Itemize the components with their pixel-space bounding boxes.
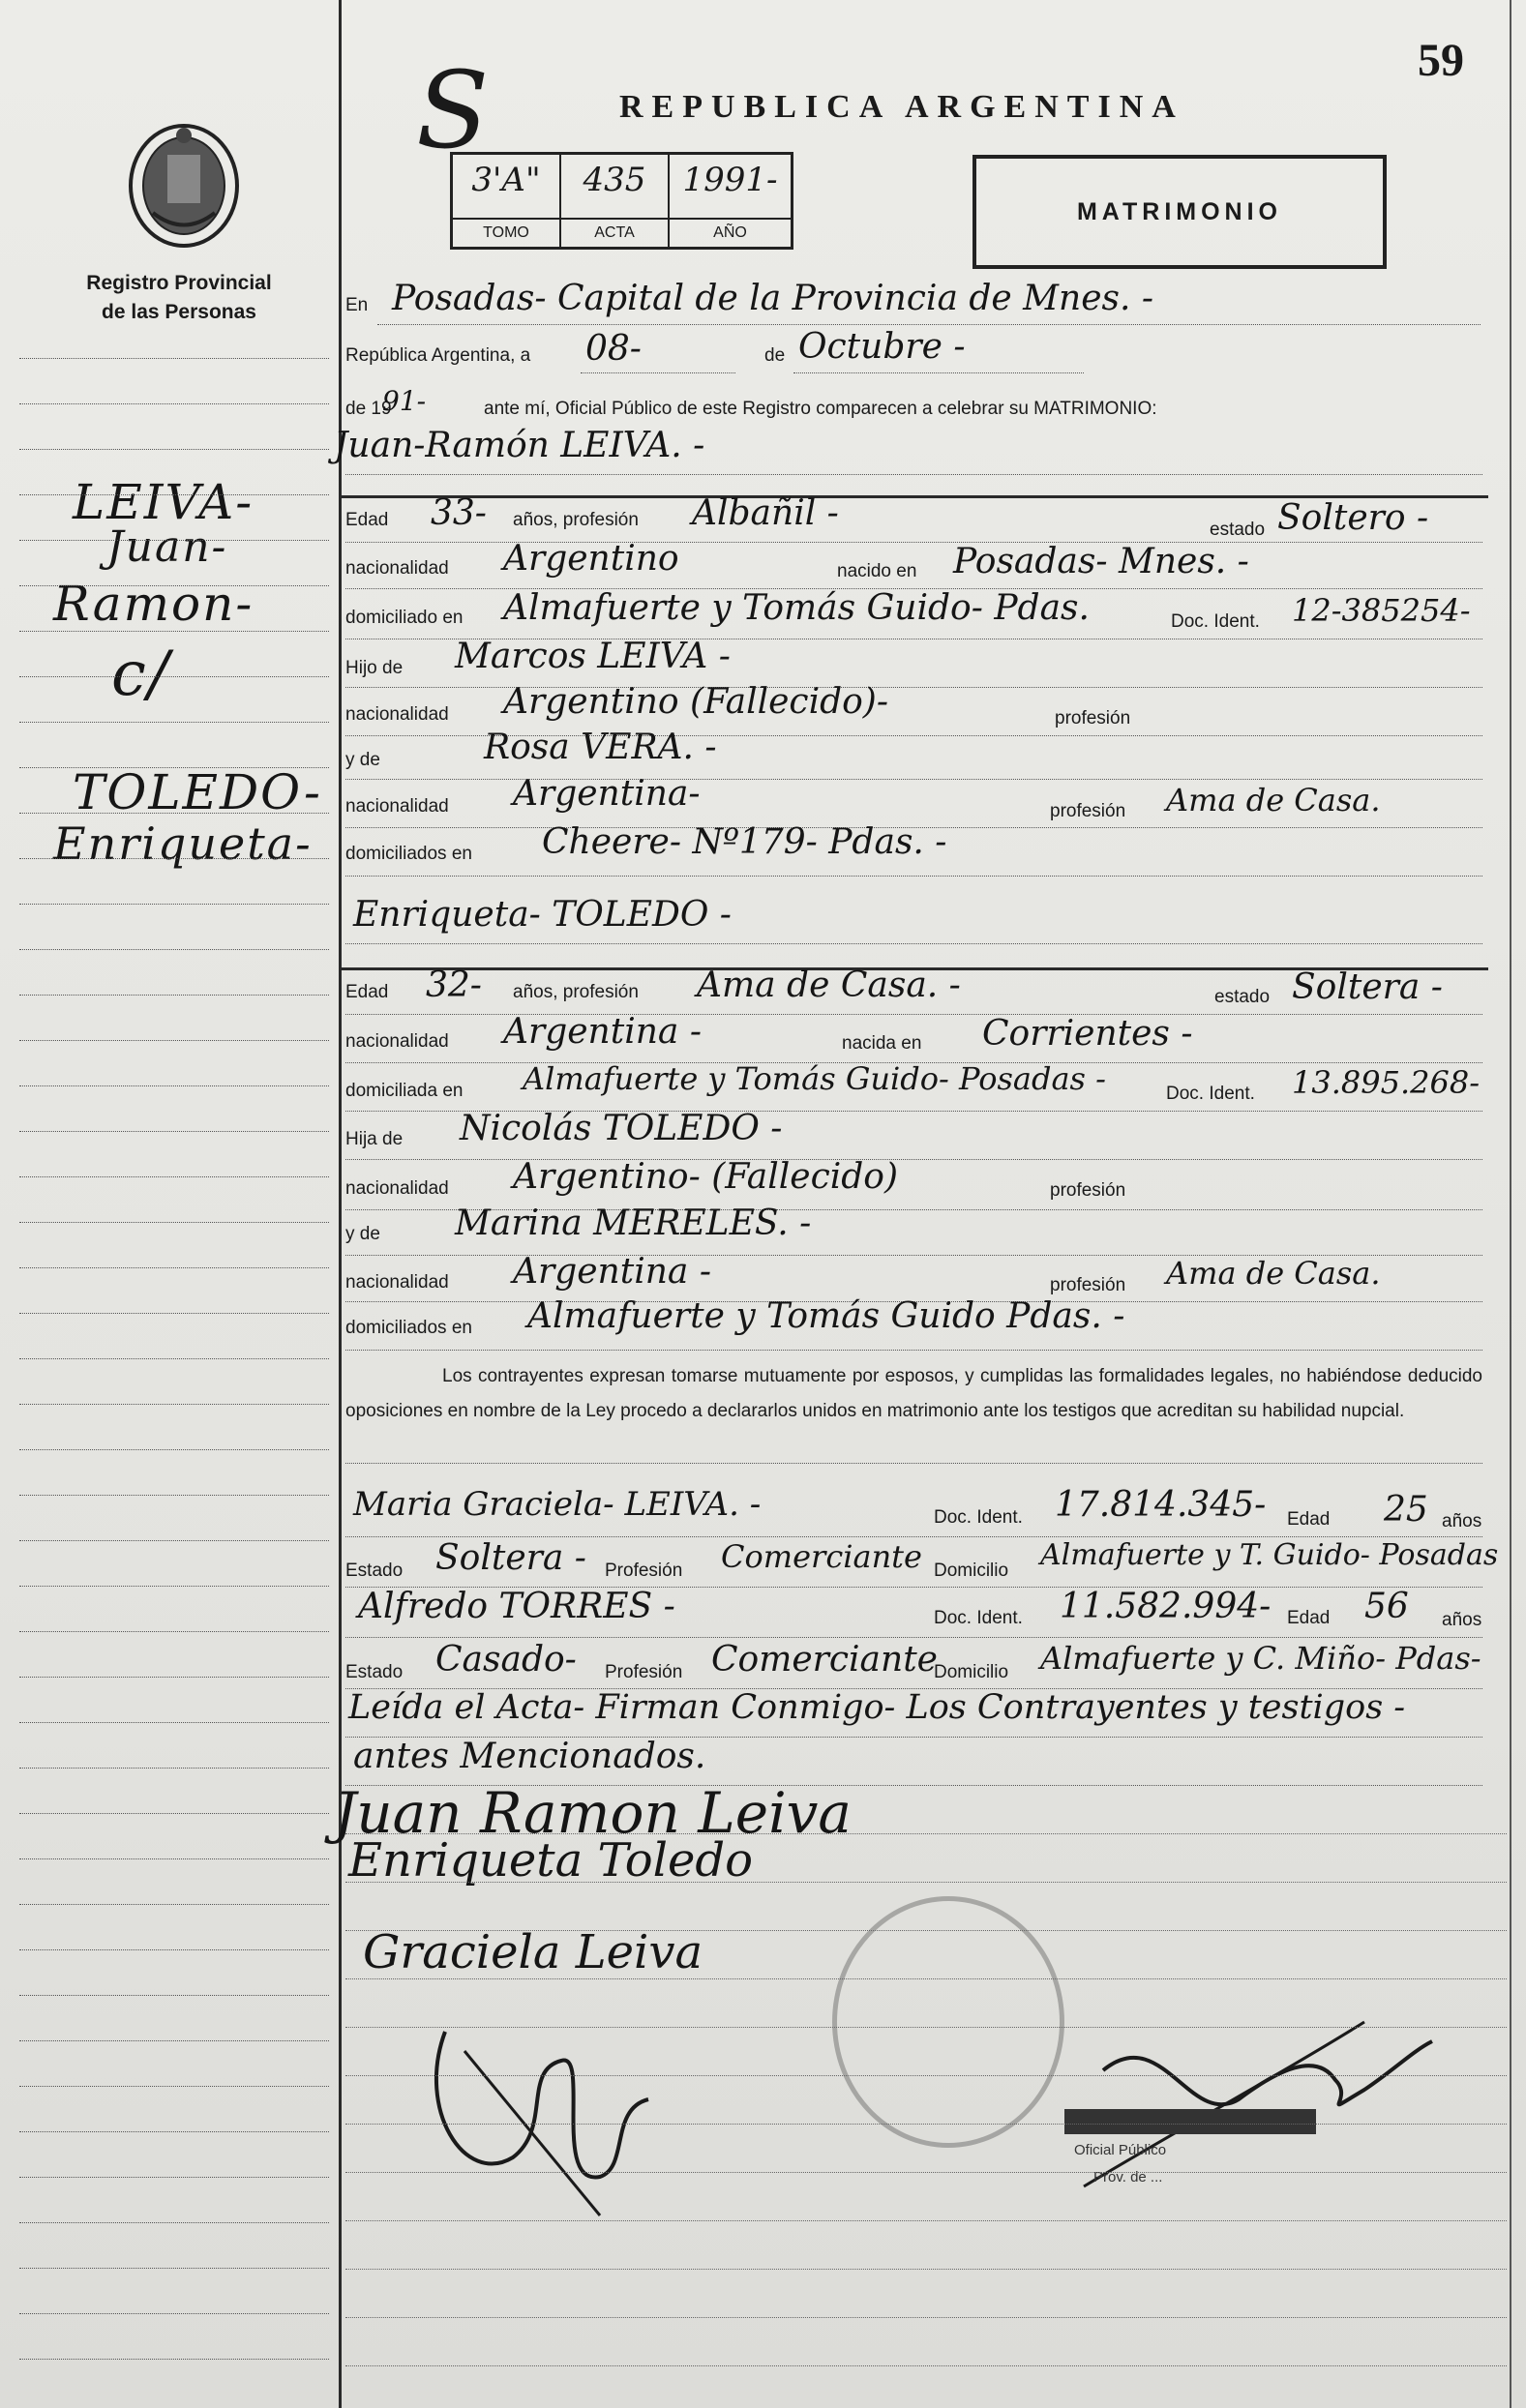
witness1-age: 25 (1384, 1490, 1428, 1530)
witness2-age: 56 (1364, 1587, 1409, 1626)
registry-line-2: de las Personas (102, 301, 256, 323)
stamp-line: Prov. de ... (1093, 2169, 1163, 2185)
margin-rule (19, 1677, 329, 1678)
margin-rule (19, 2222, 329, 2223)
year-prefix: de 19 (345, 399, 392, 419)
margin-rule (19, 1404, 329, 1405)
witness2-name: Alfredo TORRES - (358, 1587, 675, 1626)
acta-value: 435 (583, 161, 646, 199)
witness1-address: Almafuerte y T. Guido- Posadas (1040, 1538, 1499, 1572)
anos-label: años (1442, 1610, 1482, 1630)
margin-note-line: LEIVA- (73, 474, 254, 530)
en-label: En (345, 295, 369, 315)
margin-rule (19, 1267, 329, 1268)
witness2-profession: Comerciante (711, 1640, 938, 1680)
doc-label: Doc. Ident. (934, 1507, 1023, 1528)
doc-label: Doc. Ident. (934, 1608, 1023, 1628)
declaration-text: Los contrayentes expresan tomarse mutuamente por esposos, y cumplidas las formalidades legales, no habiéndose deducido oposiciones en nombre de la Ley procedo a declararlos unidos en matrimonio ante los testigos que acreditan su habilidad nupcial. (345, 1366, 1482, 1421)
official-seal (832, 1896, 1064, 2148)
margin-note-line: TOLEDO- (73, 764, 322, 820)
republic-title: REPUBLICA ARGENTINA (619, 89, 1184, 125)
body-rule (345, 1833, 1507, 1834)
margin-rule (19, 540, 329, 541)
margin-rule (19, 1085, 329, 1086)
acta-label: ACTA (561, 218, 668, 247)
margin-rule (19, 358, 329, 359)
bride-mother: Marina MERELES. - (455, 1204, 812, 1243)
bride-address: Almafuerte y Tomás Guido- Posadas - (523, 1060, 1106, 1097)
body-rule (345, 1930, 1507, 1931)
estado-label: Estado (345, 1662, 404, 1682)
groom-father: Marcos LEIVA - (455, 637, 731, 676)
margin-rule (19, 2268, 329, 2269)
volume-boxes (450, 152, 793, 250)
bride-father: Nicolás TOLEDO - (460, 1109, 783, 1148)
stamp-line: Oficial Público (1074, 2142, 1167, 2158)
margin-rule (19, 1222, 329, 1223)
body-rule (345, 2172, 1507, 2173)
bride-age: 32- (426, 966, 482, 1005)
margin-rule (19, 722, 329, 723)
groom-nationality: Argentino (503, 539, 679, 579)
witness1-name: Maria Graciela- LEIVA. - (353, 1485, 762, 1524)
profesion-label: Profesión (605, 1662, 683, 1682)
domiciliada-label: domiciliada en (345, 1081, 464, 1101)
groom-parents-address: Cheere- Nº179- Pdas. - (542, 822, 947, 862)
handwritten-initial: S (416, 48, 490, 172)
bride-status: Soltera - (1292, 967, 1443, 1007)
witness2-address: Almafuerte y C. Miño- Pdas- (1040, 1640, 1481, 1677)
closing-line: Leída el Acta- Firman Conmigo- Los Contrayentes y testigos - (348, 1688, 1406, 1727)
margin-note-line: Enriqueta- (53, 818, 313, 870)
page-number: 59 (1418, 35, 1464, 86)
margin-rule (19, 1631, 329, 1632)
estado-label: Estado (345, 1561, 404, 1581)
groom-birthplace: Posadas- Mnes. - (953, 542, 1249, 581)
margin-rule (19, 403, 329, 404)
bride-parents-address: Almafuerte y Tomás Guido Pdas. - (527, 1296, 1125, 1336)
margin-rule (19, 1722, 329, 1723)
profesion-label: profesión (1050, 801, 1126, 821)
margin-rule (19, 2086, 329, 2087)
dotted-line (377, 324, 1481, 325)
witness1-profession: Comerciante (721, 1538, 922, 1575)
edad-label: Edad (345, 982, 389, 1002)
place-value: Posadas- Capital de la Provincia de Mnes. - (392, 279, 1154, 318)
margin-rule (19, 1813, 329, 1814)
dotted-line (345, 876, 1482, 877)
margin-rule (19, 1540, 329, 1541)
anos-profesion-label: años, profesión (513, 982, 639, 1002)
dotted-line (581, 372, 735, 373)
profesion-label: profesión (1050, 1275, 1126, 1295)
year-value: 91- (382, 385, 427, 417)
tomo-label: TOMO (453, 218, 559, 247)
signature-scribble (406, 1993, 668, 2225)
de-label: de (764, 345, 786, 366)
domiciliado-label: domiciliado en (345, 608, 464, 628)
nacionalidad-label: nacionalidad (345, 1272, 449, 1293)
republica-label: República Argentina, a (345, 345, 531, 366)
groom-name: Juan-Ramón LEIVA. - (334, 426, 705, 465)
groom-address: Almafuerte y Tomás Guido- Pdas. (503, 588, 1090, 628)
groom-doc: 12-385254- (1292, 592, 1471, 629)
registry-line-1: Registro Provincial (86, 272, 272, 294)
body-rule (345, 1978, 1507, 1979)
y-de-label: y de (345, 750, 380, 770)
margin-rule (19, 949, 329, 950)
domiciliados-label: domiciliados en (345, 844, 472, 864)
margin-rule (19, 2177, 329, 2178)
margin-rule (19, 813, 329, 814)
body-rule (345, 2220, 1507, 2221)
body-rule (345, 2269, 1507, 2270)
registry-name (39, 269, 319, 327)
edad-label: Edad (345, 510, 389, 530)
profesion-label: profesión (1055, 708, 1131, 728)
margin-rule (19, 767, 329, 768)
nacionalidad-label: nacionalidad (345, 558, 449, 579)
groom-father-nationality: Argentino (Fallecido)- (503, 682, 889, 722)
margin-rule (19, 858, 329, 859)
margin-rule (19, 1858, 329, 1859)
margin-rule (19, 2131, 329, 2132)
body-rule (345, 2124, 1507, 2125)
bride-nationality: Argentina - (503, 1012, 702, 1052)
profesion-label: profesión (1050, 1180, 1126, 1201)
estado-label: estado (1210, 520, 1266, 540)
body-rule (345, 2027, 1507, 2028)
y-de-label: y de (345, 1224, 380, 1244)
margin-rule (19, 1949, 329, 1950)
hija-label: Hija de (345, 1129, 404, 1149)
margin-rule (19, 631, 329, 632)
witness1-doc: 17.814.345- (1055, 1485, 1267, 1525)
margin-rule (19, 2040, 329, 2041)
stamp-bar (1064, 2109, 1316, 2134)
hijo-label: Hijo de (345, 658, 404, 678)
body-rule (345, 2317, 1507, 2318)
nacionalidad-label: nacionalidad (345, 1178, 449, 1199)
nacida-label: nacida en (842, 1033, 922, 1054)
bride-mother-nationality: Argentina - (513, 1252, 711, 1292)
anos-label: años (1442, 1511, 1482, 1531)
dotted-line (345, 1350, 1482, 1351)
bride-doc: 13.895.268- (1292, 1064, 1481, 1101)
margin-rule (19, 1131, 329, 1132)
margin-rule (19, 1449, 329, 1450)
margin-note-line: Juan- (106, 522, 228, 572)
body-rule (345, 1882, 1507, 1883)
witness2-doc: 11.582.994- (1060, 1587, 1272, 1626)
margin-rule (19, 1358, 329, 1359)
domiciliados-label: domiciliados en (345, 1318, 472, 1338)
day-value: 08- (585, 329, 642, 369)
margin-note-line: Ramon- (53, 576, 254, 632)
domicilio-label: Domicilio (934, 1561, 1009, 1581)
nacionalidad-label: nacionalidad (345, 796, 449, 817)
margin-rule (19, 2313, 329, 2314)
month-value: Octubre - (798, 327, 966, 367)
signature-bride: Enriqueta Toledo (348, 1833, 754, 1888)
margin-rule (19, 1995, 329, 1996)
margin-rule (19, 904, 329, 905)
margin-rule (19, 449, 329, 450)
groom-profession: Albañil - (692, 493, 839, 533)
margin-rule (19, 1904, 329, 1905)
nacido-label: nacido en (837, 561, 917, 581)
margin-rule (19, 585, 329, 586)
bride-profession: Ama de Casa. - (697, 966, 961, 1005)
tomo-box (453, 155, 561, 247)
margin-rule (19, 676, 329, 677)
bride-name: Enriqueta- TOLEDO - (353, 895, 732, 935)
margin-rule (19, 1495, 329, 1496)
ano-label: AÑO (670, 218, 791, 247)
ante-text: ante mí, Oficial Público de este Registro comparecen a celebrar su MATRIMONIO: (484, 399, 1157, 419)
nacionalidad-label: nacionalidad (345, 704, 449, 725)
profesion-label: Profesión (605, 1561, 683, 1581)
dotted-line (345, 1463, 1482, 1464)
dotted-line (345, 474, 1482, 475)
doc-label: Doc. Ident. (1171, 611, 1260, 632)
groom-status: Soltero - (1277, 498, 1429, 538)
groom-mother-profession: Ama de Casa. (1166, 782, 1381, 818)
bride-father-nationality: Argentino- (Fallecido) (513, 1157, 899, 1197)
estado-label: estado (1214, 987, 1271, 1007)
groom-age: 33- (431, 493, 487, 533)
margin-rule (19, 1176, 329, 1177)
document-type-box: MATRIMONIO (972, 155, 1387, 269)
margin-note-line: c/ (111, 639, 171, 710)
ano-value: 1991- (682, 161, 778, 199)
acta-box (561, 155, 670, 247)
margin-rule (19, 494, 329, 495)
body-rule (345, 2075, 1507, 2076)
signature-groom: Juan Ramon Leiva (334, 1780, 852, 1846)
margin-rule (19, 1586, 329, 1587)
dotted-line (793, 372, 1084, 373)
dotted-line (345, 943, 1482, 944)
witness1-status: Soltera - (435, 1538, 586, 1578)
edad-label: Edad (1287, 1509, 1331, 1530)
edad-label: Edad (1287, 1608, 1331, 1628)
margin-rule (19, 995, 329, 996)
dotted-line (345, 1637, 1482, 1638)
closing-line: antes Mencionados. (353, 1737, 706, 1776)
dotted-line (345, 1536, 1482, 1537)
domicilio-label: Domicilio (934, 1662, 1009, 1682)
body-rule (345, 2365, 1507, 2366)
right-border (1510, 0, 1511, 2408)
anos-profesion-label: años, profesión (513, 510, 639, 530)
groom-mother: Rosa VERA. - (484, 728, 717, 767)
nacionalidad-label: nacionalidad (345, 1031, 449, 1052)
coat-of-arms-icon (124, 116, 245, 256)
bride-mother-profession: Ama de Casa. (1166, 1255, 1381, 1292)
groom-mother-nationality: Argentina- (513, 774, 701, 814)
margin-rule (19, 1040, 329, 1041)
ano-box (670, 155, 791, 247)
margin-rule (19, 1313, 329, 1314)
bride-birthplace: Corrientes - (982, 1014, 1193, 1054)
witness2-status: Casado- (435, 1640, 577, 1680)
signature-witness: Graciela Leiva (363, 1925, 703, 1979)
tomo-value: 3'A" (471, 161, 541, 199)
doc-label: Doc. Ident. (1166, 1084, 1255, 1104)
margin-rule (19, 2359, 329, 2360)
margin-divider (339, 0, 342, 2408)
margin-rule (19, 1768, 329, 1769)
